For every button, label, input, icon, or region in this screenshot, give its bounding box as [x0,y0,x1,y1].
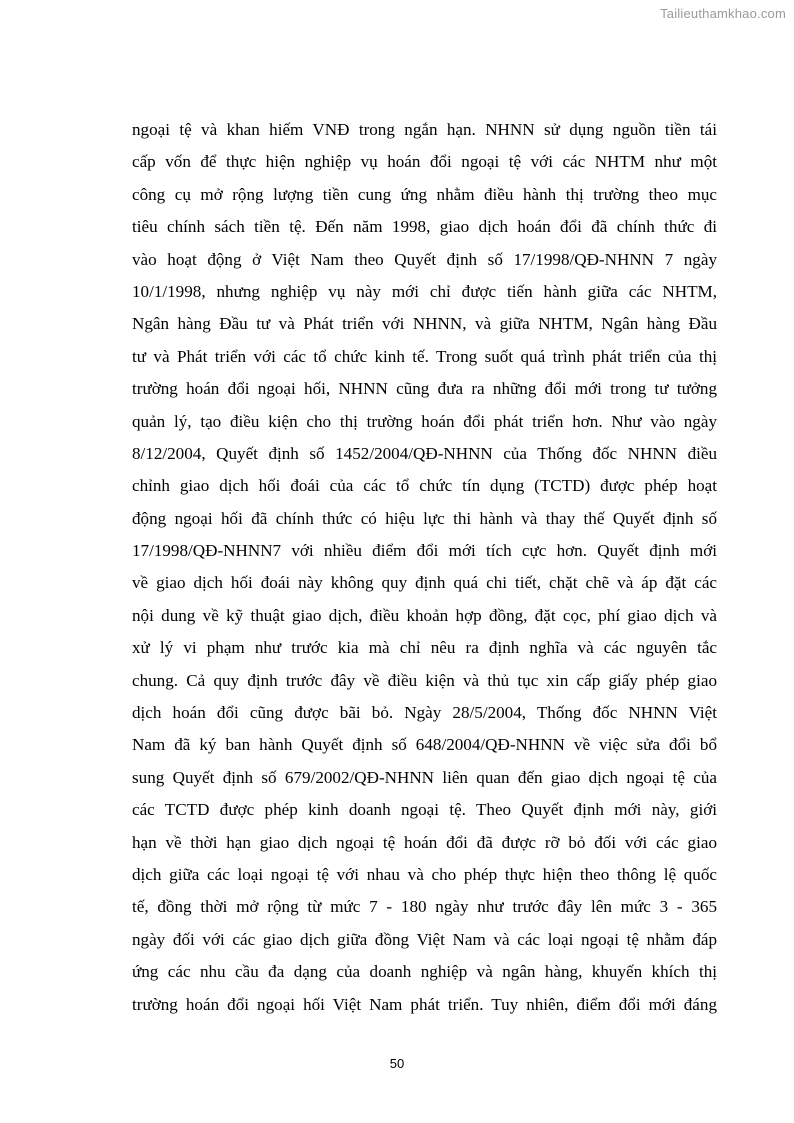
text-line: nội dung về kỹ thuật giao dịch, điều khoản hợp đồng, đặt cọc, phí giao dịch và [132,605,717,625]
text-line: xử lý vi phạm như trước kia mà chỉ nêu ra định nghĩa và các nguyên tắc [132,638,717,658]
text-line: tư và Phát triển với các tổ chức kinh tế. Trong suốt quá trình phát triển của thị [132,346,717,366]
text-line: ứng các nhu cầu đa dạng của doanh nghiệp và ngân hàng, khuyến khích thị [132,962,717,982]
text-line: Ngân hàng Đầu tư và Phát triển với NHNN, và giữa NHTM, Ngân hàng Đầu [132,314,717,334]
text-line: tiêu chính sách tiền tệ. Đến năm 1998, giao dịch hoán đổi đã chính thức đi [132,217,717,237]
text-line: tế, đồng thời mở rộng từ mức 7 - 180 ngày như trước đây lên mức 3 - 365 [132,897,717,917]
text-line: 8/12/2004, Quyết định số 1452/2004/QĐ-NHNN của Thống đốc NHNN điều [132,443,717,463]
text-line: các TCTD được phép kinh doanh ngoại tệ. Theo Quyết định mới này, giới [132,800,717,820]
text-line: công cụ mở rộng lượng tiền cung ứng nhằm điều hành thị trường theo mục [132,184,717,204]
page-number: 50 [389,1056,405,1071]
text-line: trường hoán đổi ngoại hối Việt Nam phát triển. Tuy nhiên, điểm đổi mới đáng [132,994,717,1014]
text-line: chỉnh giao dịch hối đoái của các tổ chức tín dụng (TCTD) được phép hoạt [132,476,717,496]
watermark: Tailieuthamkhao.com [660,6,786,21]
text-line: trường hoán đổi ngoại hối, NHNN cũng đưa ra những đổi mới trong tư tưởng [132,379,717,399]
text-line: về giao dịch hối đoái này không quy định quá chi tiết, chặt chẽ và áp đặt các [132,573,717,593]
body-paragraph [132,114,717,1021]
text-line: cấp vốn để thực hiện nghiệp vụ hoán đổi ngoại tệ với các NHTM như một [132,152,717,172]
text-line: 10/1/1998, nhưng nghiệp vụ này mới chỉ được tiến hành giữa các NHTM, [132,281,717,301]
text-line: Nam đã ký ban hành Quyết định số 648/2004/QĐ-NHNN về việc sửa đổi bổ [132,735,717,755]
text-line: hạn về thời hạn giao dịch ngoại tệ hoán đổi đã được rỡ bỏ đối với các giao [132,832,717,852]
text-line: sung Quyết định số 679/2002/QĐ-NHNN liên quan đến giao dịch ngoại tệ của [132,767,717,787]
text-line: quản lý, tạo điều kiện cho thị trường hoán đổi phát triển hơn. Như vào ngày [132,411,717,431]
text-line: 17/1998/QĐ-NHNN7 với nhiều điểm đổi mới tích cực hơn. Quyết định mới [132,541,717,561]
text-line: ngoại tệ và khan hiếm VNĐ trong ngắn hạn. NHNN sử dụng nguồn tiền tái [132,120,717,139]
text-line: dịch giữa các loại ngoại tệ với nhau và cho phép thực hiện theo thông lệ quốc [132,864,717,884]
text-line: ngày đối với các giao dịch giữa đồng Việt Nam và các loại ngoại tệ nhằm đáp [132,929,717,949]
text-line: dịch hoán đổi cũng được bãi bỏ. Ngày 28/5/2004, Thống đốc NHNN Việt [132,703,717,723]
text-line: chung. Cả quy định trước đây về điều kiện và thủ tục xin cấp giấy phép giao [132,670,717,690]
text-line: vào hoạt động ở Việt Nam theo Quyết định số 17/1998/QĐ-NHNN 7 ngày [132,249,717,269]
text-line: động ngoại hối đã chính thức có hiệu lực thi hành và thay thế Quyết định số [132,508,717,528]
